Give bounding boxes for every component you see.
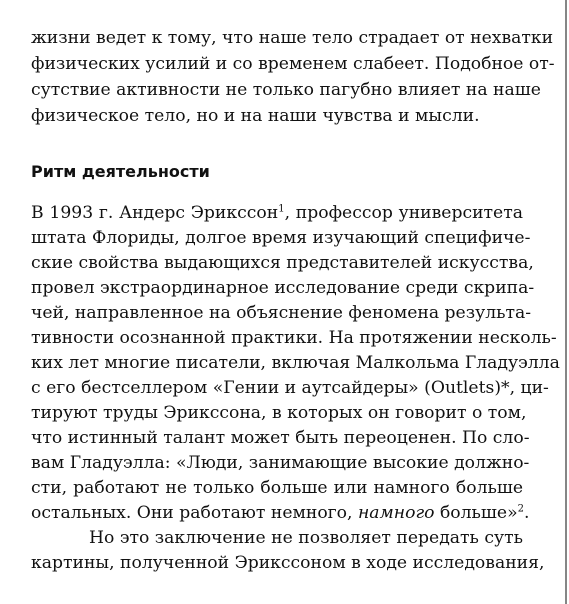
paragraph-line: сутствие активности не только пагубно влияет на наше — [31, 80, 541, 100]
paragraph-line: картины, полученной Эрикссоном в ходе исследования, — [31, 553, 545, 573]
paragraph-line: Но это заключение не позволяет передать суть — [89, 528, 523, 548]
paragraph-line: тируют труды Эрикссона, в которых он говорит о том, — [31, 403, 527, 423]
paragraph-line — [31, 501, 530, 525]
paragraph-text: . — [523, 503, 530, 523]
paragraph-line: чей, направленное на объяснение феномена результа- — [31, 303, 532, 323]
paragraph-line: вам Гладуэлла: «Люди, занимающие высокие должно- — [31, 453, 530, 473]
footnote-marker[interactable]: 2 — [517, 503, 524, 515]
footnote-marker[interactable]: 1 — [278, 203, 285, 215]
paragraph-text: , профессор университета — [284, 203, 523, 223]
paragraph-line: физических усилий и со временем слабеет. Подобное от- — [31, 54, 555, 74]
paragraph-text: остальных. Они работают немного, — [31, 503, 358, 523]
paragraph-line: провел экстраординарное исследование среди скрипа- — [31, 278, 535, 298]
paragraph-line: тивности осознанной практики. На протяжении несколь- — [31, 328, 557, 348]
paragraph-line: штата Флориды, долгое время изучающий специфиче- — [31, 228, 531, 248]
paragraph-line: жизни ведет к тому, что наше тело страдает от нехватки — [31, 28, 554, 48]
paragraph-text: В 1993 г. Андерс Эрикссон — [31, 203, 279, 223]
paragraph-text: больше» — [434, 503, 518, 523]
paragraph-line — [31, 201, 523, 225]
paragraph-line: ские свойства выдающихся представителей искусства, — [31, 253, 534, 273]
paragraph-line: физическое тело, но и на наши чувства и мысли. — [31, 106, 480, 126]
emphasis-text: намного — [357, 503, 435, 523]
paragraph-line: что истинный талант может быть переоценен. По сло- — [31, 428, 530, 448]
paragraph-line: с его бестселлером «Гении и аутсайдеры» (Outlets)*, ци- — [31, 378, 549, 398]
section-heading: Ритм деятельности — [31, 162, 210, 181]
paragraph-line: ких лет многие писатели, включая Малкольма Гладуэлла — [31, 353, 560, 373]
paragraph-line: сти, работают не только больше или намного больше — [31, 478, 523, 498]
